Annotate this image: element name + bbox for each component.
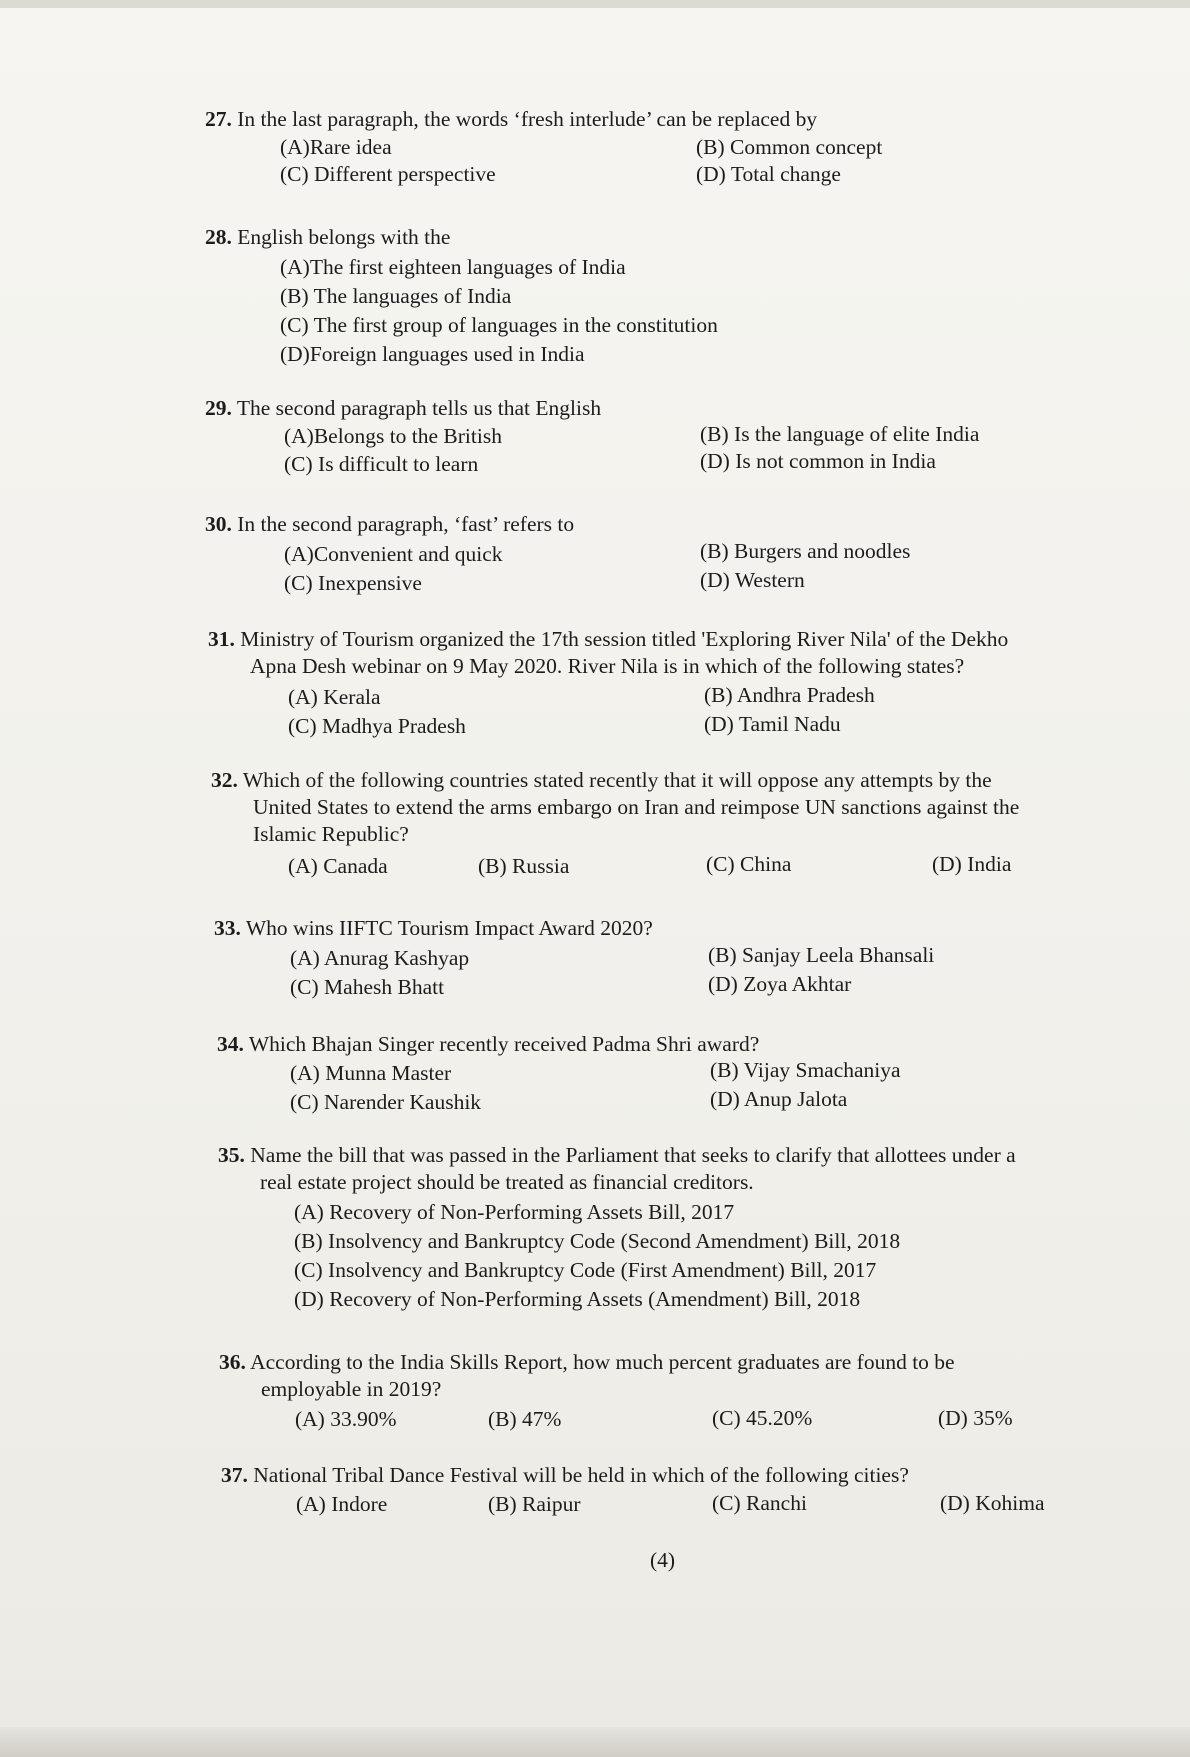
question-stem: 29. The second paragraph tells us that English: [205, 396, 602, 420]
option-a: (A)The first eighteen languages of India: [280, 255, 626, 279]
page-number: (4): [650, 1548, 676, 1572]
option-a: (A) Kerala: [288, 685, 381, 709]
option-a: (A)Belongs to the British: [284, 424, 502, 448]
option-a: (A) Indore: [296, 1492, 388, 1516]
option-c: (C) Mahesh Bhatt: [290, 975, 445, 999]
option-a: (A) Munna Master: [290, 1061, 452, 1085]
option-c: (C) Inexpensive: [284, 571, 422, 595]
option-c: (C) Is difficult to learn: [284, 452, 479, 476]
option-a: (A) 33.90%: [295, 1407, 397, 1431]
question-stem: 37. National Tribal Dance Festival will be held in which of the following cities?: [221, 1463, 909, 1487]
question-stem-line-3: Islamic Republic?: [253, 822, 409, 846]
option-a: (A) Recovery of Non-Performing Assets Bill, 2017: [294, 1200, 735, 1224]
option-d: (D) Zoya Akhtar: [708, 972, 852, 996]
scan-top-edge: [0, 0, 1190, 8]
option-c: (C) China: [706, 852, 792, 876]
option-b: (B) Andhra Pradesh: [704, 683, 875, 707]
question-stem: 30. In the second paragraph, ‘fast’ refers to: [205, 512, 575, 536]
option-a: (A)Convenient and quick: [284, 542, 503, 566]
option-d: (D)Foreign languages used in India: [280, 342, 585, 366]
option-d: (D) Kohima: [940, 1491, 1045, 1515]
option-c: (C) Ranchi: [712, 1491, 807, 1515]
option-c: (C) The first group of languages in the constitution: [280, 313, 718, 337]
option-a: (A)Rare idea: [280, 135, 392, 159]
option-d: (D) 35%: [938, 1406, 1013, 1430]
option-b: (B) Russia: [478, 854, 570, 878]
question-stem-line-2: Apna Desh webinar on 9 May 2020. River Nila is in which of the following states?: [250, 654, 965, 678]
question-stem: 28. English belongs with the: [205, 225, 451, 249]
option-a: (A) Canada: [288, 854, 388, 878]
option-b: (B) Burgers and noodles: [700, 539, 911, 563]
option-b: (B) The languages of India: [280, 284, 512, 308]
question-stem: 32. Which of the following countries stated recently that it will oppose any attempts by the: [211, 768, 992, 792]
question-stem: 35. Name the bill that was passed in the Parliament that seeks to clarify that allottees under a: [218, 1143, 1016, 1167]
question-stem-line-2: employable in 2019?: [261, 1377, 442, 1401]
question-stem-line-2: real estate project should be treated as financial creditors.: [260, 1170, 754, 1194]
option-a: (A) Anurag Kashyap: [290, 946, 470, 970]
option-b: (B) Raipur: [488, 1492, 581, 1516]
option-c: (C) Different perspective: [280, 162, 496, 186]
option-b: (B) Vijay Smachaniya: [710, 1058, 901, 1082]
option-d: (D) Western: [700, 568, 805, 592]
option-b: (B) Common concept: [696, 135, 883, 159]
option-d: (D) Total change: [696, 162, 841, 186]
option-d: (D) Recovery of Non-Performing Assets (Amendment) Bill, 2018: [294, 1287, 861, 1311]
question-stem-line-2: United States to extend the arms embargo on Iran and reimpose UN sanctions against the: [253, 795, 1020, 819]
question-stem: 31. Ministry of Tourism organized the 17th session titled 'Exploring River Nila' of the Dekho: [208, 627, 1009, 651]
option-d: (D) Tamil Nadu: [704, 712, 841, 736]
option-c: (C) 45.20%: [712, 1406, 813, 1430]
question-stem: 33. Who wins IIFTC Tourism Impact Award 2020?: [214, 916, 653, 940]
question-stem: 34. Which Bhajan Singer recently received Padma Shri award?: [217, 1032, 760, 1056]
option-b: (B) Is the language of elite India: [700, 422, 980, 446]
option-d: (D) India: [932, 852, 1012, 876]
option-c: (C) Madhya Pradesh: [288, 714, 466, 738]
question-stem: 27. In the last paragraph, the words ‘fresh interlude’ can be replaced by: [205, 107, 818, 131]
scan-bottom-edge: [0, 1727, 1190, 1757]
option-b: (B) Sanjay Leela Bhansali: [708, 943, 935, 967]
option-d: (D) Is not common in India: [700, 449, 936, 473]
option-b: (B) Insolvency and Bankruptcy Code (Second Amendment) Bill, 2018: [294, 1229, 901, 1253]
option-c: (C) Narender Kaushik: [290, 1090, 482, 1114]
option-d: (D) Anup Jalota: [710, 1087, 848, 1111]
question-stem: 36. According to the India Skills Report, how much percent graduates are found to be: [219, 1350, 955, 1374]
option-c: (C) Insolvency and Bankruptcy Code (First Amendment) Bill, 2017: [294, 1258, 877, 1282]
option-b: (B) 47%: [488, 1407, 562, 1431]
